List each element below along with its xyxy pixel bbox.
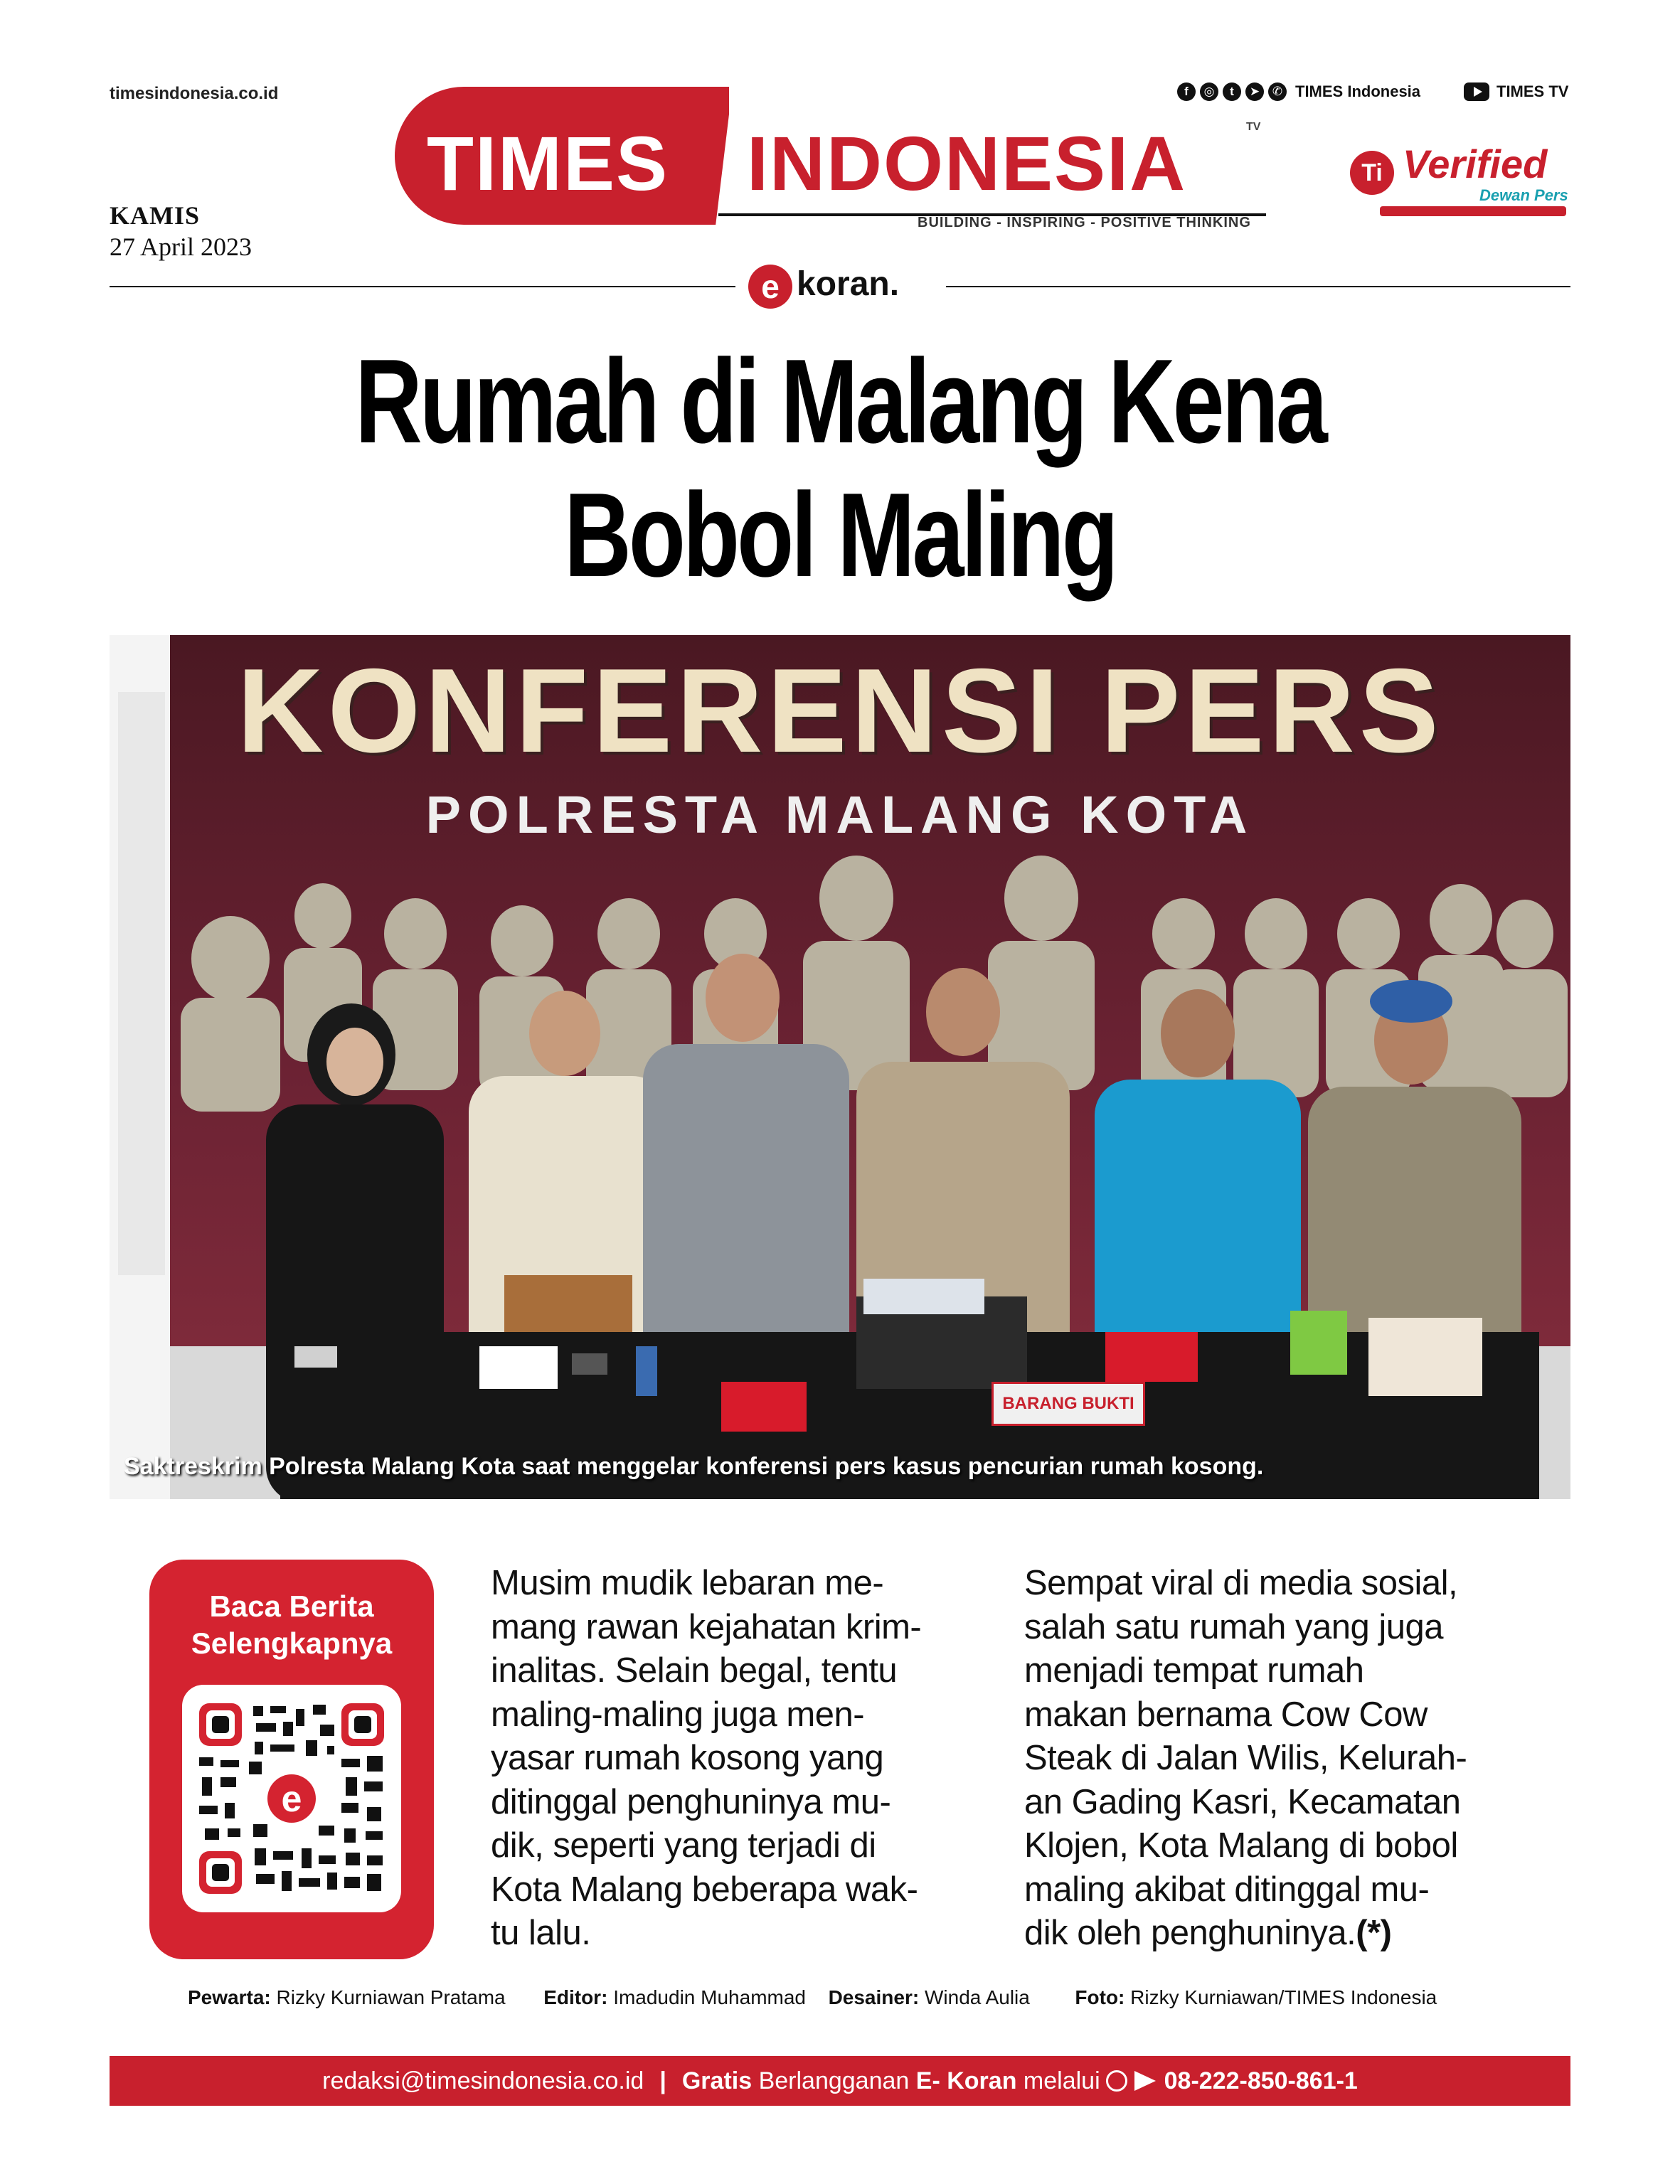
article-column-2-text: Sempat viral di media sosial, salah satu rumah yang juga menjadi tempat rumah makan bernama Cow Cow Steak di Jalan Wilis, Kelurah- an Gading Kasri, Kecamatan Klojen, Kota Malang di bobol maling akibat ditinggal mu- dik oleh penghuninya. [1024, 1564, 1467, 1952]
article-end-mark: (*) [1356, 1914, 1392, 1952]
footer-phone[interactable]: 08-222-850-861-1 [1164, 2067, 1358, 2094]
verified-label: Verified [1403, 142, 1548, 186]
photo-caption: Saktreskrim Polresta Malang Kota saat menggelar konferensi pers kasus pencurian rumah kosong. [124, 1453, 1264, 1480]
footer-melalui: melalui [1023, 2067, 1100, 2094]
ekoran-logo-icon: e [748, 265, 792, 309]
ekoran-logo-text: koran. [797, 265, 900, 303]
evidence-label: BARANG BUKTI [991, 1382, 1145, 1426]
footer-ekoran: E- Koran [915, 2067, 1017, 2094]
credit-desainer-label: Desainer: [828, 1986, 920, 2008]
article-column-1: Musim mudik lebaran me- mang rawan kejahatan krim- inalitas. Selain begal, tentu maling-maling juga men- yasar rumah kosong yang ditinggal penghuninya mu- dik, seperti yang terjadi di Kota Malang beberapa wak- tu lalu. [491, 1564, 922, 1952]
social-links [1177, 82, 1420, 101]
article-column-2 [1024, 1562, 1518, 1956]
banner-title: KONFERENSI PERS [237, 644, 1443, 777]
qr-center-logo: e [281, 1779, 302, 1820]
whatsapp-icon[interactable] [1106, 2070, 1127, 2092]
instagram-icon[interactable]: ◎ [1200, 82, 1218, 101]
read-more-label: Baca Berita Selengkapnya [191, 1589, 393, 1660]
credit-foto: Rizky Kurniawan/TIMES Indonesia [1130, 1986, 1437, 2008]
credit-editor: Imadudin Muhammad [613, 1986, 806, 2008]
header-rule-right [946, 286, 1570, 287]
verified-ti-badge: Ti [1350, 151, 1394, 195]
credit-pewarta: Rizky Kurniawan Pratama [276, 1986, 506, 2008]
telegram-icon[interactable]: ➤ [1245, 82, 1264, 101]
logo-tv-mark: TV [1246, 121, 1261, 133]
footer-berlangganan: Berlangganan [758, 2067, 910, 2094]
whatsapp-icon[interactable]: ✆ [1268, 82, 1287, 101]
publication-date: 27 April 2023 [110, 233, 252, 261]
read-more-qr-card[interactable] [149, 1560, 434, 1959]
footer-separator: | [659, 2067, 666, 2094]
telegram-icon[interactable] [1134, 2071, 1156, 2091]
logo-tagline: BUILDING - INSPIRING - POSITIVE THINKING [918, 215, 1251, 230]
youtube-icon [1464, 82, 1489, 101]
times-tv-link[interactable] [1464, 82, 1568, 101]
qr-code-graphic [199, 1703, 384, 1894]
headline [270, 334, 1410, 602]
credit-pewarta-label: Pewarta: [188, 1986, 271, 2008]
headline-line-2: Bobol Maling [564, 468, 1116, 602]
credit-editor-label: Editor: [543, 1986, 608, 2008]
logo-times-text: TIMES [427, 120, 669, 206]
credit-foto-label: Foto: [1075, 1986, 1125, 2008]
credit-desainer: Winda Aulia [924, 1986, 1030, 2008]
verified-certificate-bar [1380, 206, 1566, 216]
press-conference-photo [110, 635, 1570, 1499]
footer-bar [110, 2056, 1570, 2106]
social-label[interactable]: TIMES Indonesia [1295, 82, 1421, 100]
times-tv-label: TIMES TV [1496, 82, 1569, 100]
headline-line-1: Rumah di Malang Kena [355, 334, 1325, 468]
facebook-icon[interactable]: f [1177, 82, 1196, 101]
qr-code[interactable] [182, 1685, 401, 1912]
footer-gratis: Gratis [681, 2067, 753, 2094]
footer-email[interactable]: redaksi@timesindonesia.co.id [322, 2067, 644, 2094]
banner-subtitle: POLRESTA MALANG KOTA [425, 785, 1255, 844]
site-url[interactable]: timesindonesia.co.id [110, 84, 279, 103]
header-rule-left [110, 286, 735, 287]
publication-day: KAMIS [110, 201, 201, 230]
credits-line [188, 1986, 1437, 2009]
verified-sublabel: Dewan Pers [1479, 186, 1568, 204]
logo-indonesia-text: INDONESIA [747, 120, 1187, 206]
twitter-icon[interactable]: t [1223, 82, 1241, 101]
